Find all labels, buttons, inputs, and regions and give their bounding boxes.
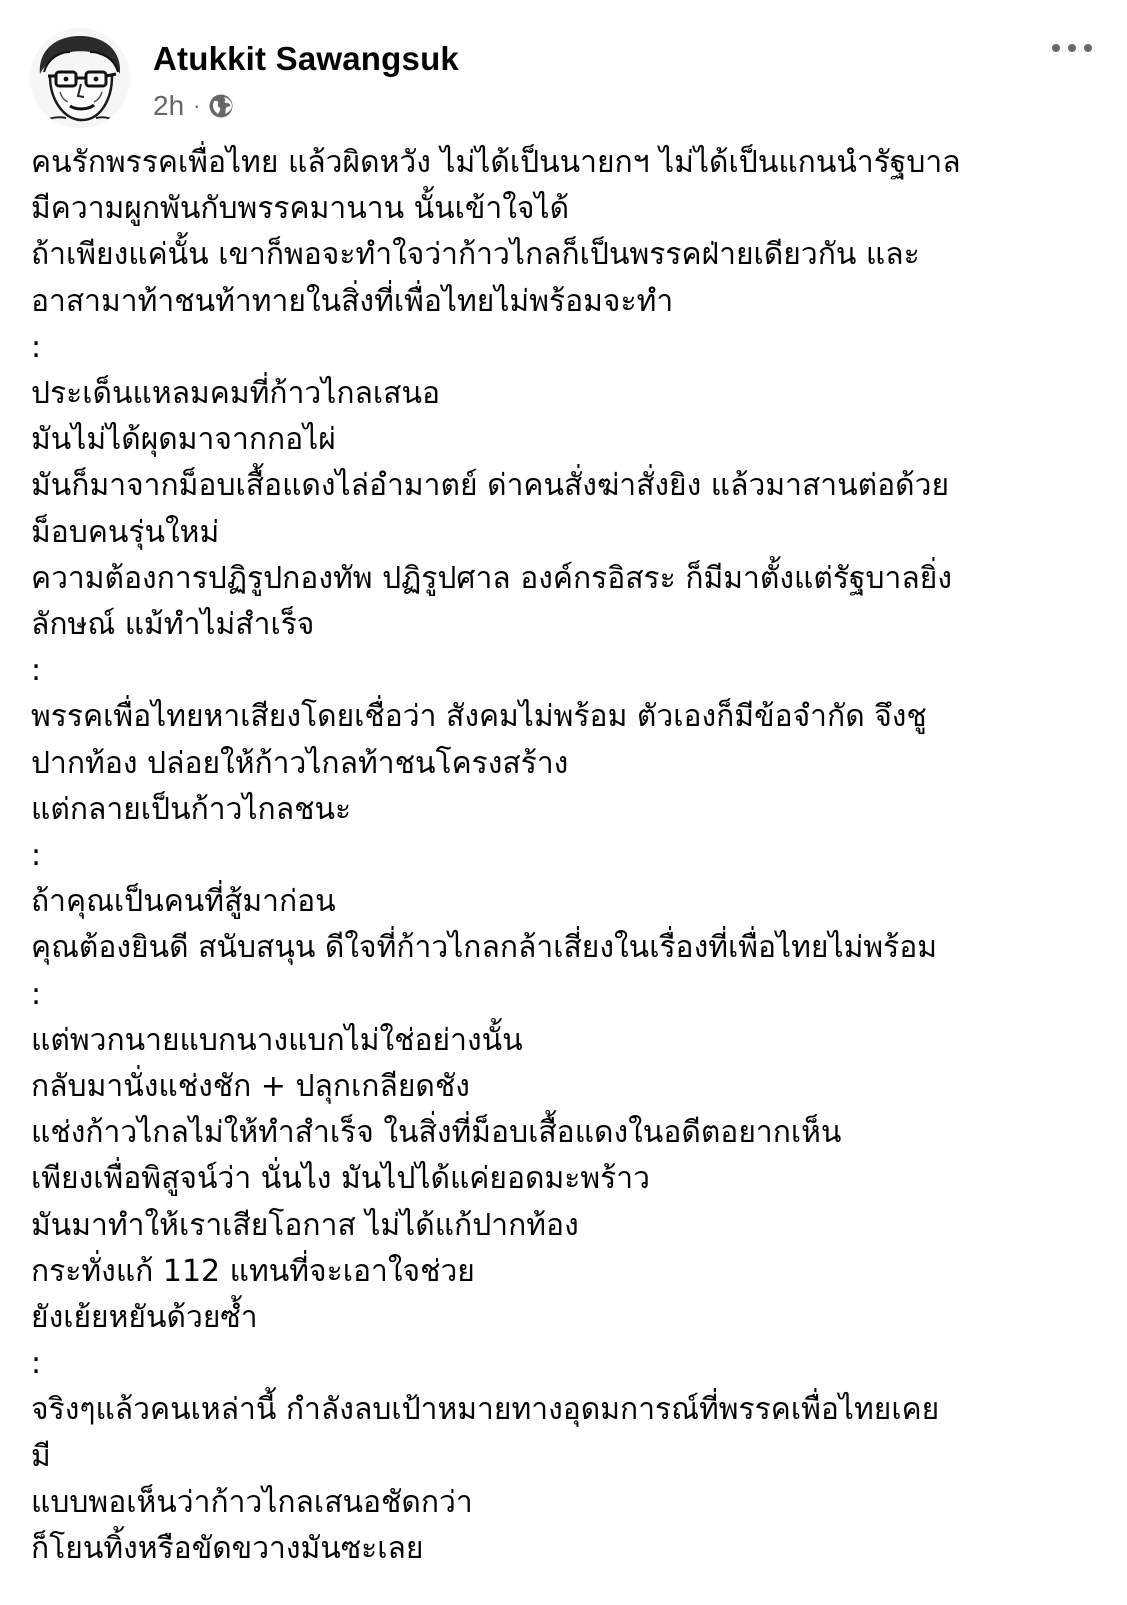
post-text-line: มันก็มาจากม็อบเสื้อแดงไล่อำมาตย์ ด่าคนสั่งฆ่าสั่งยิง แล้วมาสานต่อด้วย [31, 468, 950, 504]
post-text-line: แต่กลายเป็นก้าวไกลชนะ [31, 791, 352, 827]
avatar-sketch-image [30, 28, 130, 128]
post-separator-line: : [31, 653, 42, 689]
post-text-line: แช่งก้าวไกลไม่ให้ทำสำเร็จ ในสิ่งที่ม็อบเสื้อแดงในอดีตอยากเห็น [31, 1115, 842, 1151]
post-text-line: แต่พวกนายแบกนางแบกไม่ใช่อย่างนั้น [31, 1022, 523, 1058]
post-text-line: ความต้องการปฏิรูปกองทัพ ปฏิรูปศาล องค์กรอิสระ ก็มีมาตั้งแต่รัฐบาลยิ่ง [31, 560, 952, 596]
post-separator-line: : [31, 1346, 42, 1382]
author-name[interactable]: Atukkit Sawangsuk [153, 40, 459, 77]
more-horizontal-icon-dot [1084, 44, 1092, 52]
post-text-line: เพียงเพื่อพิสูจน์ว่า นั่นไง มันไปได้แค่ยอดมะพร้าว [31, 1161, 650, 1197]
author-avatar[interactable] [30, 28, 130, 128]
post-text-line: มันไม่ได้ผุดมาจากกอไผ่ [31, 422, 336, 458]
post-text [31, 140, 1101, 1572]
post-text-line: อาสามาท้าชนท้าทายในสิ่งที่เพื่อไทยไม่พร้อมจะทำ [31, 283, 674, 319]
post-separator-line: : [31, 838, 42, 874]
post-text-line: มีความผูกพันกับพรรคมานาน นั้นเข้าใจได้ [31, 191, 570, 227]
post-text-line: จริงๆแล้วคนเหล่านี้ กำลังลบเป้าหมายทางอุดมการณ์ที่พรรคเพื่อไทยเคย [31, 1392, 940, 1428]
post-text-line: มันมาทำให้เราเสียโอกาส ไม่ได้แก้ปากท้อง [31, 1207, 579, 1243]
post-text-line: กลับมานั่งแช่งชัก + ปลุกเกลียดชัง [31, 1069, 470, 1105]
post-text-line: มี [31, 1438, 51, 1474]
post-timestamp[interactable]: 2h [153, 90, 185, 121]
post-text-line: คุณต้องยินดี สนับสนุน ดีใจที่ก้าวไกลกล้าเสี่ยงในเรื่องที่เพื่อไทยไม่พร้อม [31, 930, 938, 966]
post-text-line: ถ้าคุณเป็นคนที่สู้มาก่อน [31, 884, 336, 920]
post-text-line: ยังเย้ยหยันด้วยซ้ำ [31, 1300, 258, 1336]
post-text-line: ถ้าเพียงแค่นั้น เขาก็พอจะทำใจว่าก้าวไกลก็เป็นพรรคฝ่ายเดียวกัน และ [31, 237, 920, 273]
post-text-line: แบบพอเห็นว่าก้าวไกลเสนอชัดกว่า [31, 1484, 473, 1520]
post-separator-line: : [31, 976, 42, 1012]
post-separator-line: : [31, 329, 42, 365]
post-meta [153, 89, 234, 123]
post-text-line: คนรักพรรคเพื่อไทย แล้วผิดหวัง ไม่ได้เป็นนายกฯ ไม่ได้เป็นแกนนำรัฐบาล [31, 145, 961, 180]
post-text-line: ก็โยนทิ้งหรือขัดขวางมันซะเลย [31, 1531, 424, 1567]
more-horizontal-icon-dot [1068, 44, 1076, 52]
post-text-line: ม็อบคนรุ่นใหม่ [31, 514, 220, 550]
post-text-line: ประเด็นแหลมคมที่ก้าวไกลเสนอ [31, 376, 440, 412]
globe-icon[interactable] [208, 93, 234, 119]
post-text-line: ปากท้อง ปล่อยให้ก้าวไกลท้าชนโครงสร้าง [31, 745, 569, 781]
post-text-line: ลักษณ์ แม้ทำไม่สำเร็จ [31, 607, 315, 643]
meta-separator: · [193, 93, 201, 118]
post-text-line: กระทั่งแก้ 112 แทนที่จะเอาใจช่วย [31, 1253, 475, 1289]
post-text-line: พรรคเพื่อไทยหาเสียงโดยเชื่อว่า สังคมไม่พร้อม ตัวเองก็มีข้อจำกัด จึงชู [31, 699, 927, 735]
more-horizontal-icon-dot [1052, 44, 1060, 52]
more-options-button[interactable] [1052, 36, 1092, 60]
